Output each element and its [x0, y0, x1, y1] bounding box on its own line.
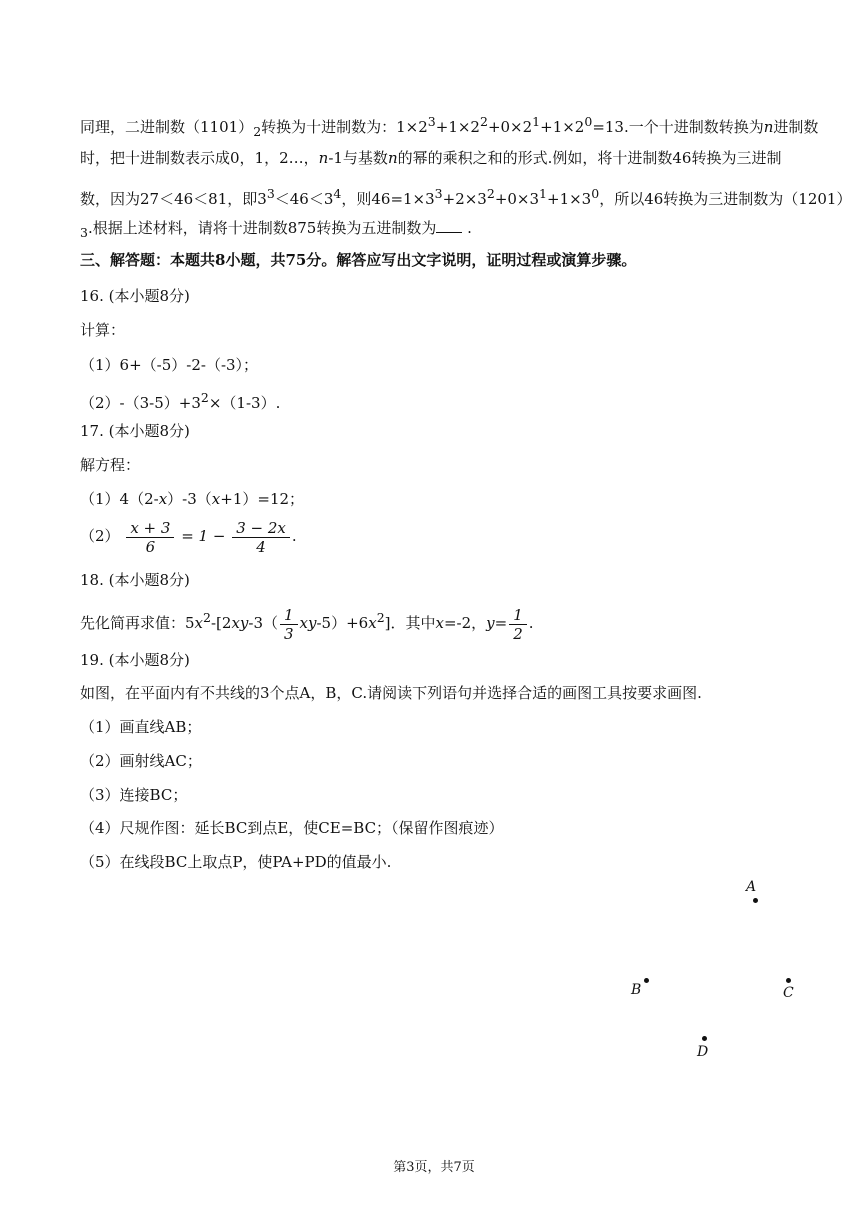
- q17-intro: 解方程：: [80, 456, 141, 474]
- fraction-one-half: $\frac{1}{2}$: [509, 606, 527, 643]
- point-label-c: C: [783, 985, 794, 1001]
- q19-heading: 19. (本小题8分): [80, 651, 190, 669]
- problem-15-line-4: $_3$.根据上述材料，请将十进制数875转换为五进制数为 .: [80, 219, 472, 240]
- q19-part-5: （5）在线段BC上取点P，使PA+PD的值最小.: [80, 853, 392, 871]
- point-d-dot: [702, 1036, 707, 1041]
- fraction-x-plus-3-over-6: $\frac{x + 3}{6}$: [126, 519, 174, 556]
- point-b-dot: [644, 978, 649, 983]
- q19-part-2: （2）画射线AC；: [80, 752, 202, 770]
- point-a-dot: [753, 898, 758, 903]
- q16-part-2: $(2)-(3-5)+3^2\times(1-3)$.: [80, 390, 281, 412]
- problem-15-line-1: 同理，二进制数$(1101)_2$转换为十进制数为：$1\times 2^3+1\times 2^2+0\times 2^1+1\times 2^0=13$.一个十进制数转换为n进制数: [80, 114, 819, 139]
- fraction-3-minus-2x-over-4: $\frac{3 - 2x}{4}$: [232, 519, 290, 556]
- q17-part-1: （1）4（2-x）-3（x+1）=12；: [80, 490, 305, 508]
- answer-blank: [436, 218, 462, 233]
- q16-heading: 16. (本小题8分): [80, 287, 190, 305]
- point-label-b: B: [631, 982, 642, 998]
- q18-heading: 18. (本小题8分): [80, 571, 190, 589]
- q18-body: 先化简再求值：$5x^2-[2xy-3$（ $\frac{1}{3}$ $xy-5)+6x^2$]．其中x=-2，y= $\frac{1}{2}$ .: [80, 605, 534, 643]
- q19-part-3: （3）连接BC；: [80, 786, 188, 804]
- q19-part-1: （1）画直线AB；: [80, 718, 202, 736]
- problem-15-line-3: 数，因为27＜46＜81，即$3^3<46<3^4$，则$46=1\times 3^3+2\times 3^2+0\times 3^1+1\times 3^0$，所以46转换为三进制数为（1201）: [80, 186, 852, 208]
- q16-part-1: （1）6+（-5）-2-（-3）；: [80, 356, 259, 374]
- q16-intro: 计算：: [80, 321, 126, 339]
- page-footer: 第3页，共7页: [393, 1160, 475, 1175]
- problem-15-line-2: 时，把十进制数表示成0，1，2…，n-1与基数n的幂的乘积之和的形式.例如，将十进制数46转换为三进制: [80, 149, 782, 167]
- q17-heading: 17. (本小题8分): [80, 422, 190, 440]
- fraction-one-third: $\frac{1}{3}$: [280, 606, 298, 643]
- point-label-d: D: [697, 1044, 709, 1060]
- q19-intro: 如图，在平面内有不共线的3个点A，B，C.请阅读下列语句并选择合适的画图工具按要求画图.: [80, 684, 702, 702]
- q19-part-4: （4）尺规作图：延长BC到点E，使CE=BC；（保留作图痕迹）: [80, 819, 504, 837]
- q17-part-2: （2） $\frac{x + 3}{6}$ = 1 − $\frac{3 - 2x}{4}$ .: [80, 518, 297, 556]
- point-label-a: A: [746, 879, 757, 895]
- section-3-heading: 三、解答题：本题共8小题，共75分。解答应写出文字说明，证明过程或演算步骤。: [80, 251, 637, 269]
- point-c-dot: [786, 978, 791, 983]
